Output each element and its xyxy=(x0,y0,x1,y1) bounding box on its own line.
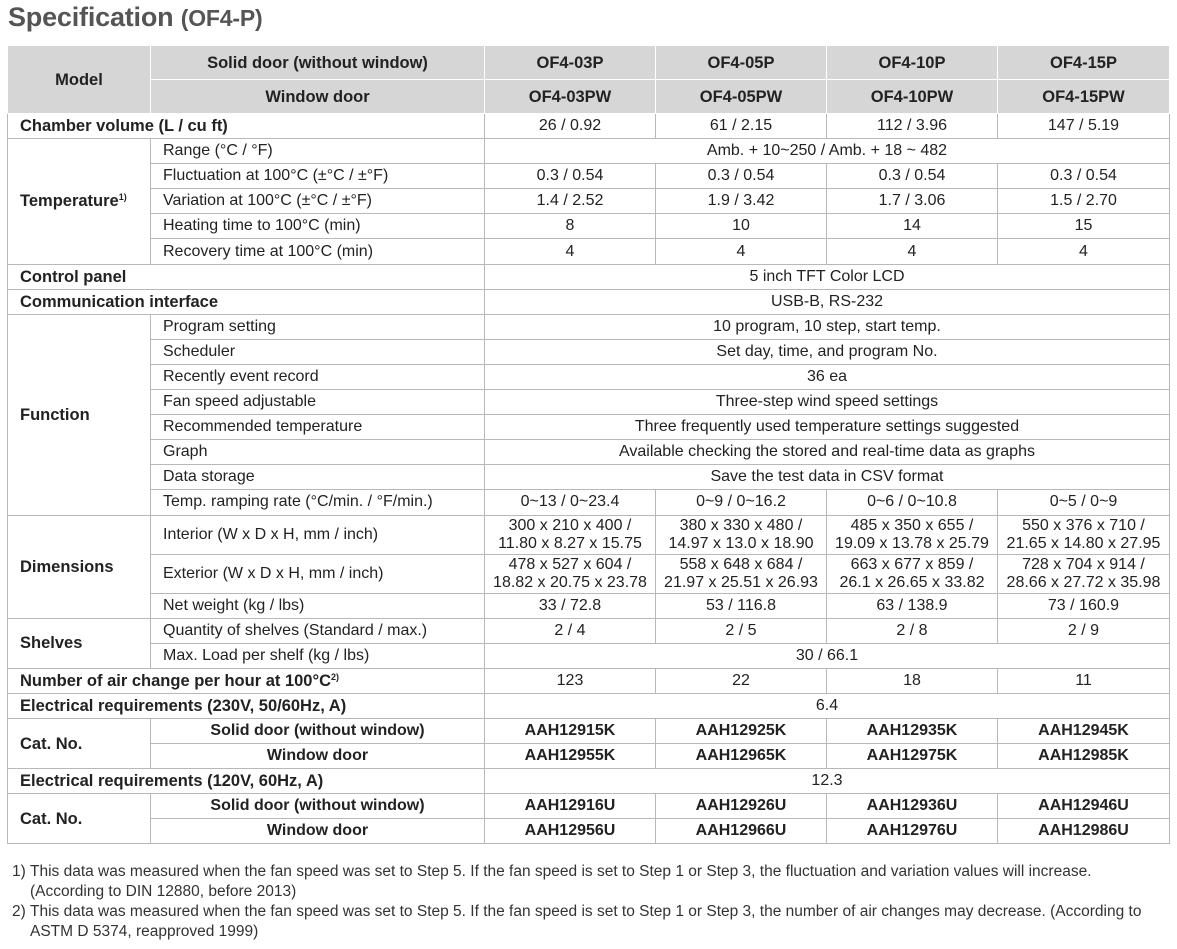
model-code: OF4-03PW xyxy=(485,80,656,114)
specification-table xyxy=(7,45,1170,844)
table-row xyxy=(8,744,1170,769)
table-row xyxy=(8,718,1170,743)
table-row xyxy=(8,490,1170,515)
cell-line: 28.66 x 27.72 x 35.98 xyxy=(1006,573,1161,591)
cat-number: AAH12956U xyxy=(485,819,656,844)
group-label-text: Temperature xyxy=(20,192,119,211)
cell-value: 1.9 / 3.42 xyxy=(656,189,827,214)
table-row xyxy=(8,693,1170,718)
row-label: Fan speed adjustable xyxy=(151,390,485,415)
cat-number: AAH12986U xyxy=(998,819,1170,844)
cat-number: AAH12955K xyxy=(485,744,656,769)
row-label: Electrical requirements (230V, 50/60Hz, A) xyxy=(8,693,485,718)
cell-value: 30 / 66.1 xyxy=(485,643,1170,668)
table-row xyxy=(8,390,1170,415)
cell-line: 14.97 x 13.0 x 18.90 xyxy=(668,534,814,552)
row-label: Temp. ramping rate (°C/min. / °F/min.) xyxy=(151,490,485,515)
table-row xyxy=(8,465,1170,490)
footnote-text: This data was measured when the fan speed was set to Step 5. If the fan speed is set to Step 1 or Step 3, the fluctuation and variation values will increase. (According to DIN 12880, before 2013) xyxy=(30,863,1092,900)
cell-value xyxy=(998,554,1170,593)
cell-value: 0.3 / 0.54 xyxy=(827,164,998,189)
table-row xyxy=(8,643,1170,668)
table-row xyxy=(8,139,1170,164)
table-row xyxy=(8,264,1170,289)
cell-value: 0~9 / 0~16.2 xyxy=(656,490,827,515)
solid-door-header: Solid door (without window) xyxy=(151,46,485,80)
cell-value: 11 xyxy=(998,668,1170,693)
cell-value: 0.3 / 0.54 xyxy=(485,164,656,189)
cell-line: 300 x 210 x 400 / xyxy=(508,516,632,534)
row-label: Solid door (without window) xyxy=(151,794,485,819)
cell-value: 0.3 / 0.54 xyxy=(998,164,1170,189)
row-label: Control panel xyxy=(8,264,485,289)
cat-number: AAH12975K xyxy=(827,744,998,769)
row-label: Exterior (W x D x H, mm / inch) xyxy=(151,554,485,593)
row-label: Program setting xyxy=(151,314,485,339)
footnote-text: This data was measured when the fan speed was set to Step 5. If the fan speed is set to Step 1 or Step 3, the number of air changes may decrease. (According to ASTM D 5374, reapproved 1999) xyxy=(30,903,1142,940)
cell-value: 2 / 5 xyxy=(656,618,827,643)
cat-number: AAH12946U xyxy=(998,794,1170,819)
model-code: OF4-03P xyxy=(485,46,656,80)
cell-value: 6.4 xyxy=(485,693,1170,718)
row-label-air-change xyxy=(8,668,485,693)
cat-number: AAH12916U xyxy=(485,794,656,819)
row-label: Window door xyxy=(151,744,485,769)
row-label: Interior (W x D x H, mm / inch) xyxy=(151,515,485,554)
cell-value: 15 xyxy=(998,214,1170,239)
table-row xyxy=(8,214,1170,239)
cell-value: 12.3 xyxy=(485,769,1170,794)
cat-number: AAH12936U xyxy=(827,794,998,819)
row-label: Electrical requirements (120V, 60Hz, A) xyxy=(8,769,485,794)
table-row xyxy=(8,415,1170,440)
cell-line: 663 x 677 x 859 / xyxy=(850,555,974,573)
table-row xyxy=(8,339,1170,364)
cell-value: 14 xyxy=(827,214,998,239)
cell-line: 18.82 x 20.75 x 23.78 xyxy=(493,573,647,591)
footnote-ref: 2) xyxy=(331,671,340,682)
cell-line: 485 x 350 x 655 / xyxy=(850,516,974,534)
row-label: Max. Load per shelf (kg / lbs) xyxy=(151,643,485,668)
cell-value: 4 xyxy=(656,239,827,264)
cell-value: 1.5 / 2.70 xyxy=(998,189,1170,214)
cell-value: 22 xyxy=(656,668,827,693)
cell-value: 33 / 72.8 xyxy=(485,593,656,618)
cell-value: 26 / 0.92 xyxy=(485,114,656,139)
cell-value: 61 / 2.15 xyxy=(656,114,827,139)
row-label: Quantity of shelves (Standard / max.) xyxy=(151,618,485,643)
cell-value xyxy=(656,515,827,554)
cell-value: 1.4 / 2.52 xyxy=(485,189,656,214)
row-label: Fluctuation at 100°C (±°C / ±°F) xyxy=(151,164,485,189)
cell-value: 123 xyxy=(485,668,656,693)
row-label: Scheduler xyxy=(151,339,485,364)
cell-value xyxy=(998,515,1170,554)
footnotes xyxy=(12,862,1162,942)
cell-value: 18 xyxy=(827,668,998,693)
group-label-temperature xyxy=(8,139,151,264)
row-label: Recommended temperature xyxy=(151,415,485,440)
table-row xyxy=(8,114,1170,139)
cell-line: 19.09 x 13.78 x 25.79 xyxy=(835,534,989,552)
cat-number: AAH12985K xyxy=(998,744,1170,769)
table-row xyxy=(8,794,1170,819)
row-label: Chamber volume (L / cu ft) xyxy=(8,114,485,139)
cell-line: 11.80 x 8.27 x 15.75 xyxy=(498,534,642,552)
cell-value: 63 / 138.9 xyxy=(827,593,998,618)
table-row xyxy=(8,554,1170,593)
table-row xyxy=(8,314,1170,339)
page-title xyxy=(8,2,262,33)
row-label: Recently event record xyxy=(151,364,485,389)
table-row xyxy=(8,618,1170,643)
row-label: Graph xyxy=(151,440,485,465)
row-label: Recovery time at 100°C (min) xyxy=(151,239,485,264)
cat-number: AAH12935K xyxy=(827,718,998,743)
cell-value: 8 xyxy=(485,214,656,239)
row-label: Variation at 100°C (±°C / ±°F) xyxy=(151,189,485,214)
row-label: Communication interface xyxy=(8,289,485,314)
footnote xyxy=(12,862,1162,902)
cat-number: AAH12925K xyxy=(656,718,827,743)
group-label-function: Function xyxy=(8,314,151,515)
table-row xyxy=(8,440,1170,465)
cat-number: AAH12966U xyxy=(656,819,827,844)
cell-value: Three frequently used temperature settings suggested xyxy=(485,415,1170,440)
row-label: Window door xyxy=(151,819,485,844)
table-row xyxy=(8,289,1170,314)
table-row xyxy=(8,515,1170,554)
table-row xyxy=(8,164,1170,189)
table-row xyxy=(8,239,1170,264)
cell-value: Three-step wind speed settings xyxy=(485,390,1170,415)
cat-number: AAH12965K xyxy=(656,744,827,769)
footnote xyxy=(12,902,1162,942)
cell-line: 728 x 704 x 914 / xyxy=(1022,555,1145,573)
model-code: OF4-15PW xyxy=(998,80,1170,114)
cell-value xyxy=(827,515,998,554)
cell-value: 112 / 3.96 xyxy=(827,114,998,139)
cell-value: 4 xyxy=(998,239,1170,264)
cell-line: 21.65 x 14.80 x 27.95 xyxy=(1006,534,1161,552)
row-label: Range (°C / °F) xyxy=(151,139,485,164)
cell-line: 558 x 648 x 684 / xyxy=(679,555,803,573)
cell-value: 0~13 / 0~23.4 xyxy=(485,490,656,515)
footnote-ref: 1) xyxy=(118,192,127,203)
row-label: Net weight (kg / lbs) xyxy=(151,593,485,618)
cell-value: 36 ea xyxy=(485,364,1170,389)
model-code: OF4-10P xyxy=(827,46,998,80)
cell-value: Save the test data in CSV format xyxy=(485,465,1170,490)
cell-value: 2 / 9 xyxy=(998,618,1170,643)
cell-value: 2 / 4 xyxy=(485,618,656,643)
cell-value: USB-B, RS-232 xyxy=(485,289,1170,314)
cell-value: 5 inch TFT Color LCD xyxy=(485,264,1170,289)
model-code: OF4-05P xyxy=(656,46,827,80)
group-label-cat-no: Cat. No. xyxy=(8,718,151,768)
cell-value: 10 program, 10 step, start temp. xyxy=(485,314,1170,339)
cat-number: AAH12926U xyxy=(656,794,827,819)
table-row xyxy=(8,819,1170,844)
cell-value xyxy=(485,515,656,554)
window-door-header: Window door xyxy=(151,80,485,114)
cell-value: 2 / 8 xyxy=(827,618,998,643)
cell-line: 26.1 x 26.65 x 33.82 xyxy=(839,573,985,591)
cell-value: 4 xyxy=(827,239,998,264)
cell-value: 1.7 / 3.06 xyxy=(827,189,998,214)
row-label: Data storage xyxy=(151,465,485,490)
cell-value: 0~5 / 0~9 xyxy=(998,490,1170,515)
table-row xyxy=(8,364,1170,389)
header-row-solid xyxy=(8,46,1170,80)
cell-value: 0.3 / 0.54 xyxy=(656,164,827,189)
footnote-number: 1) xyxy=(12,863,26,880)
cell-value: Available checking the stored and real-time data as graphs xyxy=(485,440,1170,465)
title-main: Specification xyxy=(8,2,174,32)
cell-value: 0~6 / 0~10.8 xyxy=(827,490,998,515)
cell-value: 10 xyxy=(656,214,827,239)
model-code: OF4-15P xyxy=(998,46,1170,80)
row-label: Heating time to 100°C (min) xyxy=(151,214,485,239)
footnote-number: 2) xyxy=(12,903,26,920)
header-row-window xyxy=(8,80,1170,114)
model-code: OF4-05PW xyxy=(656,80,827,114)
cell-value: 147 / 5.19 xyxy=(998,114,1170,139)
title-model-code: (OF4-P) xyxy=(180,5,263,31)
cell-line: 478 x 527 x 604 / xyxy=(508,555,632,573)
cell-value xyxy=(827,554,998,593)
cell-value: 73 / 160.9 xyxy=(998,593,1170,618)
cell-value: 53 / 116.8 xyxy=(656,593,827,618)
table-row xyxy=(8,593,1170,618)
table-row xyxy=(8,769,1170,794)
cell-line: 21.97 x 25.51 x 26.93 xyxy=(664,573,818,591)
model-header: Model xyxy=(8,46,151,114)
group-label-dimensions: Dimensions xyxy=(8,515,151,618)
group-label-shelves: Shelves xyxy=(8,618,151,668)
row-label: Solid door (without window) xyxy=(151,718,485,743)
table-row xyxy=(8,668,1170,693)
table-row xyxy=(8,189,1170,214)
cat-number: AAH12945K xyxy=(998,718,1170,743)
model-code: OF4-10PW xyxy=(827,80,998,114)
cell-value: 4 xyxy=(485,239,656,264)
cell-line: 550 x 376 x 710 / xyxy=(1022,516,1145,534)
cat-number: AAH12976U xyxy=(827,819,998,844)
cell-value: Amb. + 10~250 / Amb. + 18 ~ 482 xyxy=(485,139,1170,164)
row-label-text: Number of air change per hour at 100°C xyxy=(20,671,332,690)
cell-value: Set day, time, and program No. xyxy=(485,339,1170,364)
cell-value xyxy=(656,554,827,593)
cell-line: 380 x 330 x 480 / xyxy=(679,516,803,534)
group-label-cat-no: Cat. No. xyxy=(8,794,151,844)
cell-value xyxy=(485,554,656,593)
cat-number: AAH12915K xyxy=(485,718,656,743)
